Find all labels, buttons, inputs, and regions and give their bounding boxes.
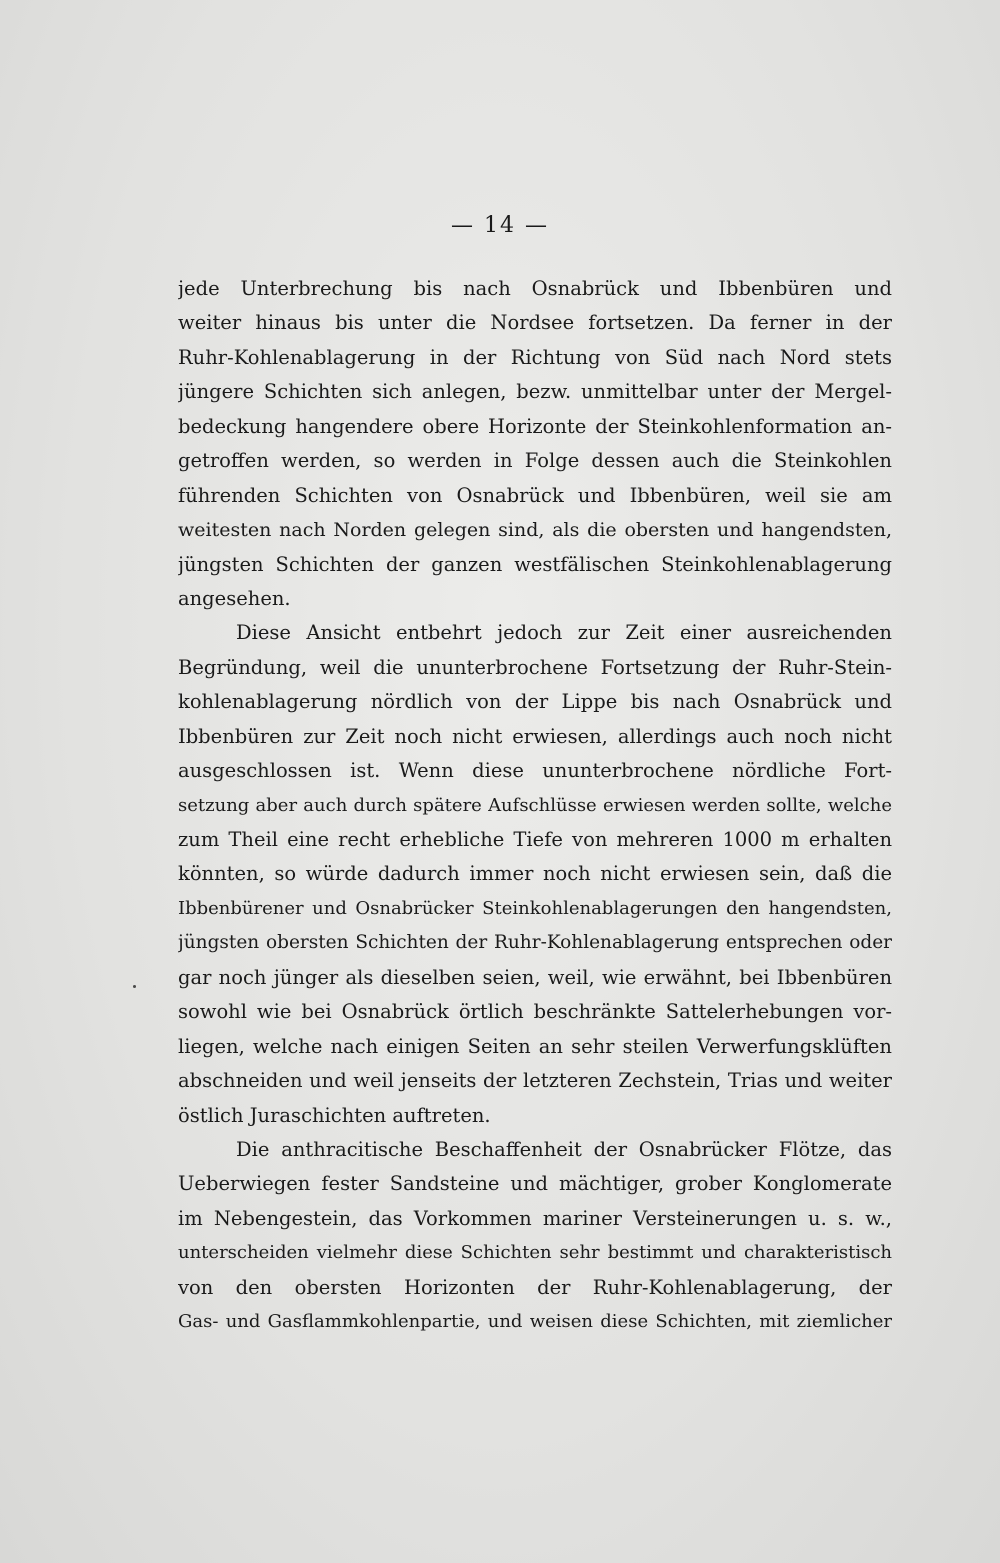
text-line: Ibbenbüren zur Zeit noch nicht erwiesen, allerdings auch noch nicht xyxy=(178,724,892,748)
text-line: Gas- und Gasflammkohlenpartie, und weisen diese Schichten, mit ziemlicher xyxy=(178,1311,892,1333)
text-line: unterscheiden vielmehr diese Schichten sehr bestimmt und charakteristisch xyxy=(178,1242,892,1264)
text-line: weitesten nach Norden gelegen sind, als die obersten und hangendsten, xyxy=(178,519,892,542)
text-line: jüngsten obersten Schichten der Ruhr-Kohlenablagerung entsprechen oder xyxy=(178,932,892,954)
text-line: Ueberwiegen fester Sandsteine und mächtiger, grober Konglomerate xyxy=(178,1172,892,1196)
text-line: jüngsten Schichten der ganzen westfälischen Steinkohlenablagerung xyxy=(178,552,892,576)
paragraph-start-line: Die anthracitische Beschaffenheit der Osnabrücker Flötze, das xyxy=(236,1137,892,1161)
body-text xyxy=(178,272,892,1340)
text-line: östlich Juraschichten auftreten. xyxy=(178,1103,491,1127)
text-line: jüngere Schichten sich anlegen, bezw. unmittelbar unter der Mergel- xyxy=(178,380,892,404)
text-line: Ruhr-Kohlenablagerung in der Richtung von Süd nach Nord stets xyxy=(178,345,892,369)
text-line: im Nebengestein, das Vorkommen mariner Versteinerungen u. s. w., xyxy=(178,1206,892,1230)
text-line: von den obersten Horizonten der Ruhr-Kohlenablagerung, der xyxy=(178,1275,892,1299)
text-line: liegen, welche nach einigen Seiten an sehr steilen Verwerfungsklüften xyxy=(178,1034,892,1058)
paper-speck xyxy=(133,985,136,988)
text-line: weiter hinaus bis unter die Nordsee fortsetzen. Da ferner in der xyxy=(178,311,892,335)
text-line: jede Unterbrechung bis nach Osnabrück und Ibbenbüren und xyxy=(178,277,892,300)
text-line: könnten, so würde dadurch immer noch nicht erwiesen sein, daß die xyxy=(178,862,892,886)
page-number: — 14 — xyxy=(451,213,549,238)
text-line: führenden Schichten von Osnabrück und Ibbenbüren, weil sie am xyxy=(178,483,892,507)
text-line: abschneiden und weil jenseits der letzteren Zechstein, Trias und weiter xyxy=(178,1069,892,1093)
text-line: zum Theil eine recht erhebliche Tiefe von mehreren 1000 m erhalten xyxy=(178,828,892,851)
paragraph-start-line: Diese Ansicht entbehrt jedoch zur Zeit einer ausreichenden xyxy=(236,621,892,645)
text-line: Ibbenbürener und Osnabrücker Steinkohlenablagerungen den hangendsten, xyxy=(178,897,892,919)
text-line: angesehen. xyxy=(178,586,291,610)
text-line: Begründung, weil die ununterbrochene Fortsetzung der Ruhr-Stein- xyxy=(178,655,892,679)
text-line: getroffen werden, so werden in Folge dessen auch die Steinkohlen xyxy=(178,449,892,473)
text-line: ausgeschlossen ist. Wenn diese ununterbrochene nördliche Fort- xyxy=(178,759,892,783)
text-line: setzung aber auch durch spätere Aufschlüsse erwiesen werden sollte, welche xyxy=(178,794,892,816)
text-line: bedeckung hangendere obere Horizonte der Steinkohlenformation an- xyxy=(178,414,892,438)
text-line: kohlenablagerung nördlich von der Lippe bis nach Osnabrück und xyxy=(178,690,892,714)
text-line: gar noch jünger als dieselben seien, weil, wie erwähnt, bei Ibbenbüren xyxy=(178,965,892,989)
text-line: sowohl wie bei Osnabrück örtlich beschränkte Sattelerhebungen vor- xyxy=(178,1000,892,1024)
